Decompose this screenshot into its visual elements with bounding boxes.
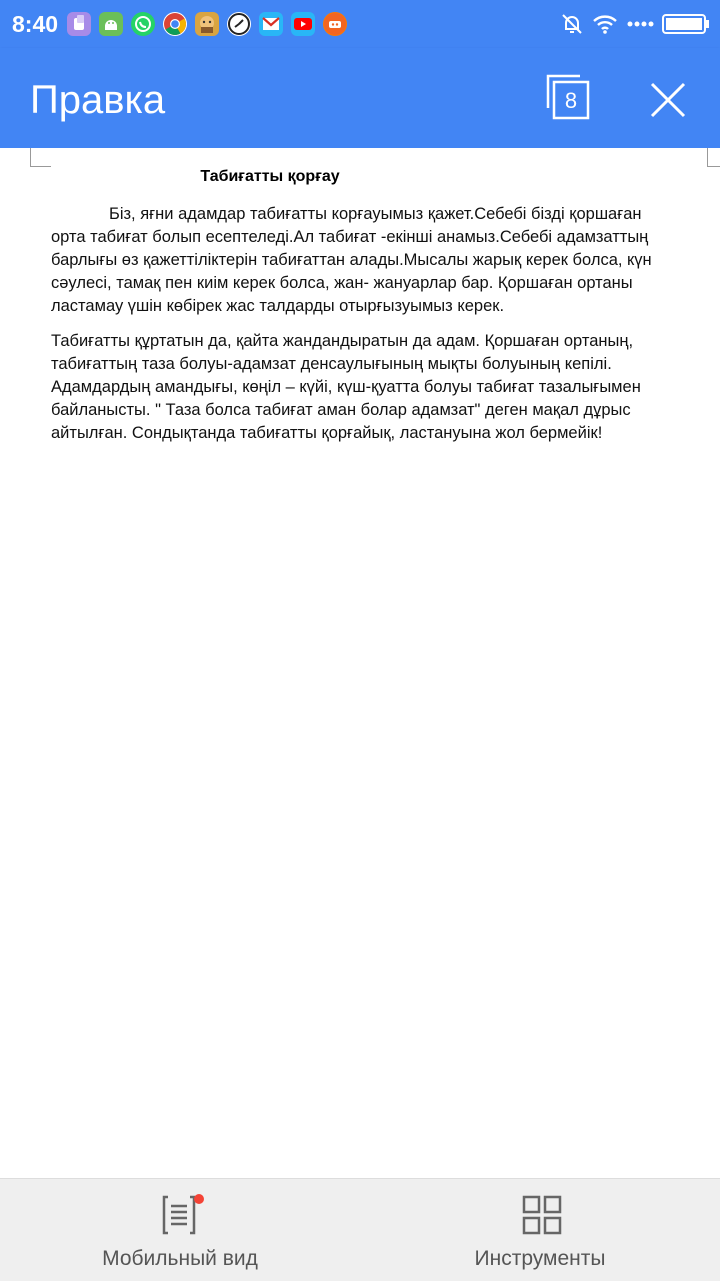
clock-app-icon — [227, 12, 251, 36]
muted-bell-icon — [560, 12, 584, 41]
tools-button[interactable] — [420, 1179, 660, 1281]
status-bar — [0, 0, 720, 48]
status-time: 8:40 — [12, 11, 59, 37]
signal-dots-icon — [626, 12, 658, 41]
document-paragraph: Біз, яғни адамдар табиғатты корғауымыз қажет.Себебі бізді қоршаған орта табиғат болып есептеледі.Ал табиғат -екінші анамыз.Себебі адамзаттың барлығы өз қажеттіліктерін табиғаттан алады.Мысалы жарық керек болса, күн сәулесі, тамақ пен киім керек болса, жан- жануарлар бар. Қоршаған ортаны ластамау үшін көбірек жас талдарды отырғызуымыз керек. — [51, 205, 652, 315]
document-title: Табиғатты қорғау — [200, 168, 340, 185]
notification-badge — [194, 1194, 204, 1204]
ok-icon — [323, 12, 347, 36]
close-icon — [640, 72, 696, 128]
mobile-view-label: Мобильный вид — [102, 1247, 258, 1270]
page-corner-mark — [30, 148, 51, 167]
bottom-toolbar — [0, 1178, 720, 1281]
app-shortcut-icon — [67, 12, 91, 36]
android-icon — [99, 12, 123, 36]
pages-button[interactable] — [542, 72, 594, 124]
tools-label: Инструменты — [474, 1247, 606, 1270]
wifi-icon — [592, 12, 618, 41]
app-bar — [0, 48, 720, 148]
game-icon — [195, 12, 219, 36]
gmail-icon — [259, 12, 283, 36]
youtube-icon — [291, 12, 315, 36]
page-title: Правка — [30, 78, 166, 122]
whatsapp-icon — [131, 12, 155, 36]
mobile-view-button[interactable] — [60, 1179, 300, 1281]
mobile-view-icon — [160, 1193, 206, 1239]
page-corner-mark — [707, 148, 720, 167]
chrome-icon — [163, 12, 187, 36]
pages-count: 8 — [564, 88, 578, 113]
battery-icon — [662, 13, 710, 40]
grid-icon — [520, 1193, 566, 1239]
document-paragraph: Табиғатты құртатын да, қайта жандандыратын да адам. Қоршаған ортаның, табиғаттың таза болуы-адамзат денсаулығының мықты болуының кепілі. Адамдардың амандығы, көңіл – күйі, күш-қуатта болуы табиғат тазалығымен байланысты. " Таза болса табиғат аман болар адамзат" деген мақал дұрыс айтылған. Сондықтанда табиғатты қорғайық, ластануына жол бермейік! — [51, 332, 641, 442]
document-view[interactable] — [0, 148, 720, 1178]
close-button[interactable] — [640, 72, 696, 128]
